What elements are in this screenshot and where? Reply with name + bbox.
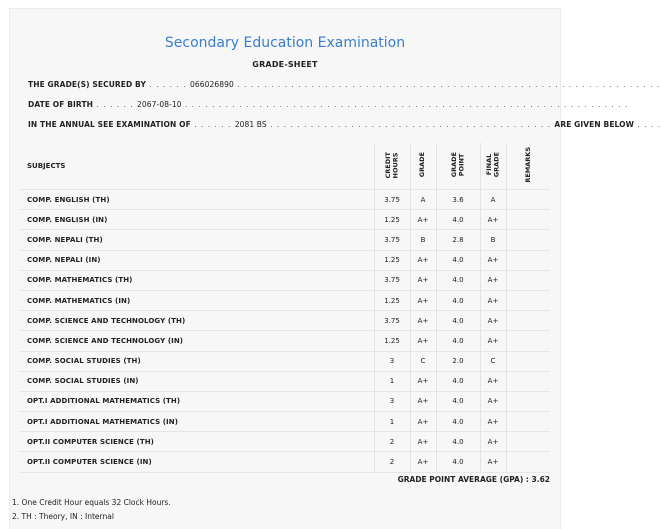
exam-suffix: ARE GIVEN BELOW (554, 120, 634, 129)
footnote-th-in: 2. TH : Theory, IN : Internal (12, 512, 114, 521)
grades-table (19, 143, 550, 473)
subject-cell: OPT.I ADDITIONAL MATHEMATICS (TH) (19, 391, 374, 411)
subject-cell: OPT.II COMPUTER SCIENCE (IN) (19, 452, 374, 472)
credit-hours-cell: 3.75 (374, 230, 410, 250)
final-grade-cell: A+ (480, 331, 506, 351)
table-row (19, 290, 550, 310)
remarks-cell (506, 412, 550, 432)
table-row (19, 210, 550, 230)
grade-cell: A+ (410, 311, 436, 331)
remarks-cell (506, 452, 550, 472)
exam-year: 2081 BS (234, 120, 267, 129)
final-grade-cell: A+ (480, 412, 506, 432)
credit-hours-cell: 1 (374, 412, 410, 432)
remarks-cell (506, 391, 550, 411)
remarks-header: REMARKS (506, 143, 550, 190)
gpa-summary: GRADE POINT AVERAGE (GPA) : 3.62 (397, 475, 550, 484)
final-grade-cell: A+ (480, 270, 506, 290)
date-of-birth-row: DATE OF BIRTH . . . . . . 2067-08-10 . . . . . . . . . . . . . . . . . . . . . . . . . . . . . . . . . . . . . . . . . . . . . . . . . . . . . . . . . . . . . . . . . . (28, 100, 629, 109)
table-row (19, 230, 550, 250)
final-grade-cell: A+ (480, 290, 506, 310)
grade-sheet-subtitle: GRADE-SHEET (252, 60, 318, 69)
credit-hours-cell: 3.75 (374, 270, 410, 290)
subject-cell: COMP. SCIENCE AND TECHNOLOGY (IN) (19, 331, 374, 351)
credit-hours-cell: 2 (374, 452, 410, 472)
final-grade-cell: A+ (480, 371, 506, 391)
grade-sheet-panel (9, 8, 661, 529)
final-grade-cell: A+ (480, 391, 506, 411)
grade-point-cell: 4.0 (436, 290, 480, 310)
grade-point-cell: 4.0 (436, 270, 480, 290)
grade-cell: A+ (410, 290, 436, 310)
final-grade-cell: A+ (480, 210, 506, 230)
page-title: Secondary Education Examination (164, 35, 406, 51)
grade-point-cell: 4.0 (436, 250, 480, 270)
table-row (19, 331, 550, 351)
subject-cell: COMP. ENGLISH (IN) (19, 210, 374, 230)
table-row (19, 391, 550, 411)
dob-value: 2067-08-10 (137, 100, 182, 109)
footnote-credit-hour: 1. One Credit Hour equals 32 Clock Hours. (12, 498, 171, 507)
final-grade-cell: A+ (480, 432, 506, 452)
table-row (19, 452, 550, 472)
grade-cell: A+ (410, 432, 436, 452)
grade-point-cell: 2.0 (436, 351, 480, 371)
secured-by-label: THE GRADE(S) SECURED BY (28, 80, 146, 89)
grade-cell: C (410, 351, 436, 371)
subject-cell: OPT.II COMPUTER SCIENCE (TH) (19, 432, 374, 452)
credit-hours-cell: 2 (374, 432, 410, 452)
grade-cell: A+ (410, 331, 436, 351)
table-row (19, 351, 550, 371)
table-header-row (19, 143, 550, 190)
grade-header: GRADE (410, 143, 436, 190)
remarks-cell (506, 371, 550, 391)
grade-point-cell: 4.0 (436, 210, 480, 230)
table-row (19, 270, 550, 290)
remarks-cell (506, 290, 550, 310)
credit-hours-cell: 1.25 (374, 210, 410, 230)
final-grade-cell: A+ (480, 311, 506, 331)
table-row (19, 311, 550, 331)
final-grade-header: FINAL GRADE (480, 143, 506, 190)
final-grade-cell: A+ (480, 250, 506, 270)
subject-cell: OPT.I ADDITIONAL MATHEMATICS (IN) (19, 412, 374, 432)
table-row (19, 190, 550, 210)
final-grade-cell: A+ (480, 452, 506, 472)
symbol-number: 066026890 (189, 80, 234, 89)
subject-cell: COMP. SOCIAL STUDIES (TH) (19, 351, 374, 371)
grade-point-cell: 4.0 (436, 371, 480, 391)
subject-cell: COMP. SCIENCE AND TECHNOLOGY (TH) (19, 311, 374, 331)
grade-cell: A+ (410, 412, 436, 432)
grade-point-cell: 4.0 (436, 432, 480, 452)
grade-cell: A+ (410, 270, 436, 290)
grade-cell: A+ (410, 452, 436, 472)
credit-hours-cell: 3.75 (374, 311, 410, 331)
remarks-cell (506, 230, 550, 250)
secured-by-row: THE GRADE(S) SECURED BY . . . . . . 066026890 . . . . . . . . . . . . . . . . . . . . . . . . . . . . . . . . . . . . . . . . . . . . . . . . . . . . . . . . . . . . . . . (28, 80, 661, 89)
subject-cell: COMP. NEPALI (TH) (19, 230, 374, 250)
credit-hours-cell: 1.25 (374, 250, 410, 270)
final-grade-cell: A (480, 190, 506, 210)
grade-point-cell: 4.0 (436, 391, 480, 411)
remarks-cell (506, 351, 550, 371)
grade-point-cell: 2.8 (436, 230, 480, 250)
grade-cell: A+ (410, 371, 436, 391)
remarks-cell (506, 331, 550, 351)
subject-cell: COMP. MATHEMATICS (TH) (19, 270, 374, 290)
credit-hours-cell: 3 (374, 351, 410, 371)
exam-row: IN THE ANNUAL SEE EXAMINATION OF . . . . . . 2081 BS . . . . . . . . . . . . . . . . . . . . . . . . . . . . . . . . . . . . . . . . . . ARE GIVEN BELOW . . . . (28, 120, 661, 129)
subjects-header: SUBJECTS (19, 143, 374, 190)
grade-cell: A+ (410, 250, 436, 270)
grade-cell: B (410, 230, 436, 250)
credit-hours-cell: 3 (374, 391, 410, 411)
grade-point-cell: 3.6 (436, 190, 480, 210)
subject-cell: COMP. MATHEMATICS (IN) (19, 290, 374, 310)
dob-label: DATE OF BIRTH (28, 100, 94, 109)
remarks-cell (506, 270, 550, 290)
final-grade-cell: B (480, 230, 506, 250)
remarks-cell (506, 432, 550, 452)
credit-hours-cell: 1.25 (374, 290, 410, 310)
subject-cell: COMP. ENGLISH (TH) (19, 190, 374, 210)
grade-point-cell: 4.0 (436, 311, 480, 331)
table-row (19, 412, 550, 432)
remarks-cell (506, 250, 550, 270)
grade-cell: A+ (410, 210, 436, 230)
table-row (19, 250, 550, 270)
table-row (19, 371, 550, 391)
subject-cell: COMP. NEPALI (IN) (19, 250, 374, 270)
final-grade-cell: C (480, 351, 506, 371)
remarks-cell (506, 311, 550, 331)
remarks-cell (506, 190, 550, 210)
footnotes (12, 496, 171, 524)
grade-point-cell: 4.0 (436, 412, 480, 432)
grade-point-cell: 4.0 (436, 331, 480, 351)
table-row (19, 432, 550, 452)
credit-hours-header: CREDIT HOURS (374, 143, 410, 190)
grade-point-header: GRADE POINT (436, 143, 480, 190)
grade-point-cell: 4.0 (436, 452, 480, 472)
grade-cell: A+ (410, 391, 436, 411)
subject-cell: COMP. SOCIAL STUDIES (IN) (19, 371, 374, 391)
exam-label: IN THE ANNUAL SEE EXAMINATION OF (28, 120, 191, 129)
credit-hours-cell: 1 (374, 371, 410, 391)
credit-hours-cell: 1.25 (374, 331, 410, 351)
remarks-cell (506, 210, 550, 230)
grade-cell: A (410, 190, 436, 210)
credit-hours-cell: 3.75 (374, 190, 410, 210)
